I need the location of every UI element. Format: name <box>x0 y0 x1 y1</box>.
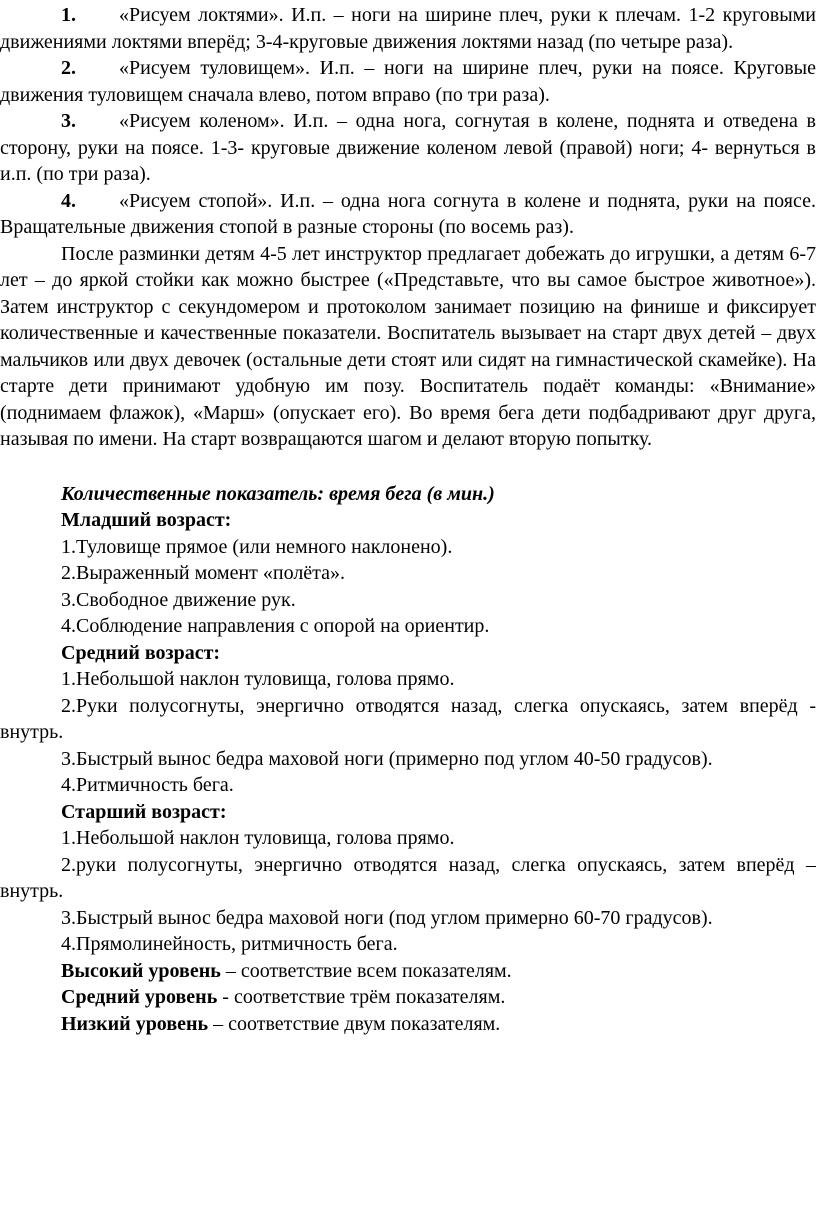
exercise-3 <box>0 108 816 188</box>
list-item: 2.руки полусогнуты, энергично отводятся назад, слегка опускаясь, затем вперёд – внутрь. <box>0 853 816 902</box>
level-medium <box>0 984 816 1011</box>
exercise-4 <box>0 188 816 241</box>
level-label: Средний уровень <box>61 986 218 1008</box>
level-high <box>0 958 816 985</box>
level-text: – соответствие двум показателям. <box>208 1012 501 1035</box>
exercise-number: 2. <box>61 57 76 79</box>
list-item: 3.Свободное движение рук. <box>61 588 296 611</box>
list-item: 2.Выраженный момент «полёта». <box>61 562 346 584</box>
group-title-middle: Средний возраст: <box>61 641 221 664</box>
list-item: 2.Руки полусогнуты, энергично отводятся назад, слегка опускаясь, затем вперёд - внутрь. <box>0 694 816 743</box>
list-item: 1.Небольшой наклон туловища, голова прямо. <box>61 827 455 849</box>
group-title-senior: Старший возраст: <box>61 800 227 823</box>
list-item: 3.Быстрый вынос бедра маховой ноги (под углом примерно 60-70 градусов). <box>61 906 713 929</box>
list-item: 4.Соблюдение направления с опорой на ориентир. <box>61 615 490 637</box>
list-item: 1.Туловище прямое (или немного наклонено). <box>61 535 453 558</box>
group-title-junior: Младший возраст: <box>61 509 232 531</box>
body-paragraph: После разминки детям 4-5 лет инструктор предлагает добежать до игрушки, а детям 6-7 лет – до яркой стойки как можно быстрее («Представьте, что вы самое быстрое животное»). Затем инструктор с секундомером и протоколом занимает позицию на финише и фиксирует количественные и качественные показатели. Воспитатель вызывает на старт двух детей – двух мальчиков или двух девочек (остальные дети стоят или сидят на гимнастической скамейке). На старте дети принимают удобную им позу. Воспитатель подаёт команды: «Внимание» (поднимаем флажок), «Марш» (опускает его). Во время бега дети подбадривают друг друга, называя по имени. На старт возвращаются шагом и делают вторую попытку. <box>0 242 816 450</box>
level-text: - соответствие трём показателям. <box>217 986 506 1008</box>
list-item: 1.Небольшой наклон туловища, голова прямо. <box>61 668 455 690</box>
exercise-text: «Рисуем коленом». И.п. – одна нога, согнутая в колене, поднята и отведена в сторону, руки на поясе. 1-3- круговые движение коленом левой (правой) ноги; 4- вернуться в и.п. (по три раза). <box>0 110 816 185</box>
exercise-text: «Рисуем стопой». И.п. – одна нога согнута в колене и поднята, руки на поясе. Вращательные движения стопой в разные стороны (по восемь раз). <box>0 189 816 238</box>
paragraph-gap <box>0 453 816 481</box>
level-low <box>0 1011 816 1038</box>
list-item: 3.Быстрый вынос бедра маховой ноги (примерно под углом 40-50 градусов). <box>61 747 713 770</box>
exercise-number: 3. <box>61 110 76 132</box>
level-label: Высокий уровень <box>61 959 221 982</box>
list-item: 4.Прямолинейность, ритмичность бега. <box>61 933 398 955</box>
level-text: – соответствие всем показателям. <box>220 959 512 982</box>
exercise-text: «Рисуем локтями». И.п. – ноги на ширине плеч, руки к плечам. 1-2 круговыми движениями локтями вперёд; 3-4-круговые движения локтями назад (по четыре раза). <box>0 4 816 53</box>
quantitative-heading: Количественные показатель: время бега (в мин.) <box>61 482 495 505</box>
list-item: 4.Ритмичность бега. <box>61 774 234 796</box>
exercise-2 <box>0 55 816 108</box>
exercise-number: 1. <box>61 4 76 26</box>
exercise-text: «Рисуем туловищем». И.п. – ноги на ширине плеч, руки на поясе. Круговые движения туловищем сначала влево, потом вправо (по три раза). <box>0 57 816 106</box>
exercise-number: 4. <box>61 189 76 212</box>
exercise-1 <box>0 2 816 55</box>
level-label: Низкий уровень <box>61 1012 209 1035</box>
